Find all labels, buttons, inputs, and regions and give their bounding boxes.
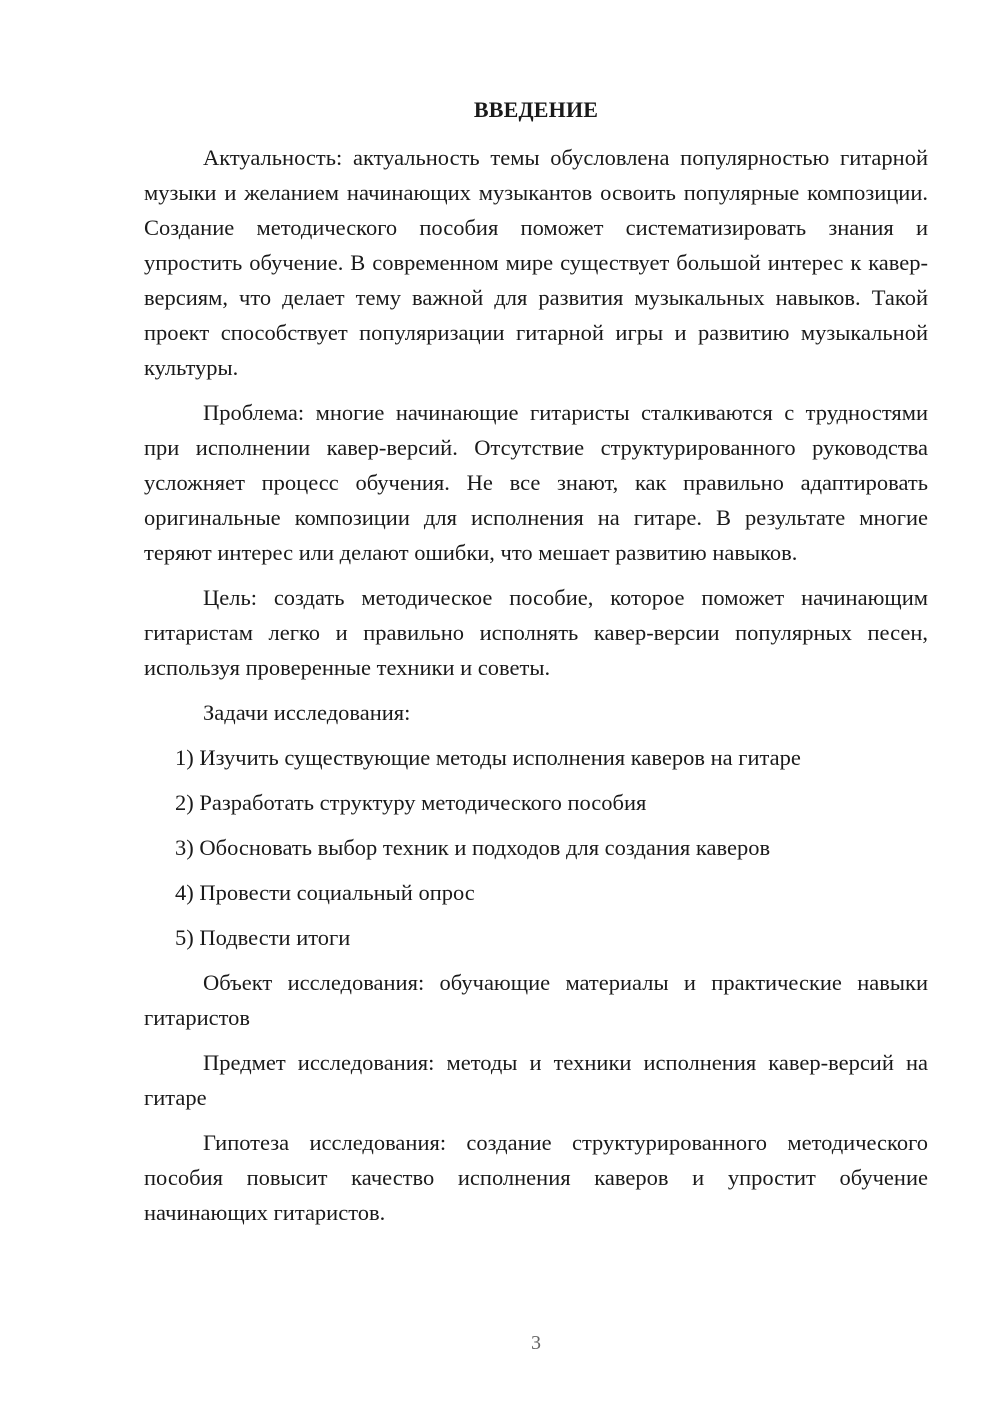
tasks-title: Задачи исследования: xyxy=(203,700,411,725)
task-item: 3) Обосновать выбор техник и подходов для создания каверов xyxy=(175,835,771,860)
page-number: 3 xyxy=(531,1332,541,1354)
relevance-paragraph: Актуальность: актуальность темы обусловлена популярностью гитарной музыки и желанием начинающих музыкантов освоить популярные композиции. Создание методического пособия поможет систематизировать знания и упростить обучение. В современном мире существует большой интерес к кавер-версиям, что делает тему важной для развития музыкальных навыков. Такой проект способствует популяризации гитарной игры и развитию музыкальной культуры. xyxy=(144,145,928,380)
tasks-list xyxy=(144,740,928,955)
object-paragraph: Объект исследования: обучающие материалы и практические навыки гитаристов xyxy=(144,970,928,1030)
section-heading: ВВЕДЕНИЕ xyxy=(473,97,599,122)
problem-paragraph: Проблема: многие начинающие гитаристы сталкиваются с трудностями при исполнении кавер-версий. Отсутствие структурированного руководства усложняет процесс обучения. Не все знают, как правильно адаптировать оригинальные композиции для исполнения на гитаре. В результате многие теряют интерес или делают ошибки, что мешает развитию навыков. xyxy=(144,400,928,565)
task-item: 2) Разработать структуру методического пособия xyxy=(175,790,647,815)
task-item: 1) Изучить существующие методы исполнения каверов на гитаре xyxy=(175,745,801,770)
hypothesis-paragraph: Гипотеза исследования: создание структурированного методического пособия повысит качество исполнения каверов и упростит обучение начинающих гитаристов. xyxy=(144,1130,928,1225)
task-item: 5) Подвести итоги xyxy=(175,925,351,950)
subject-paragraph: Предмет исследования: методы и техники исполнения кавер-версий на гитаре xyxy=(144,1050,928,1110)
task-item: 4) Провести социальный опрос xyxy=(175,880,475,905)
goal-paragraph: Цель: создать методическое пособие, которое поможет начинающим гитаристам легко и правильно исполнять кавер-версии популярных песен, используя проверенные техники и советы. xyxy=(144,585,928,680)
page-content xyxy=(144,92,928,1240)
